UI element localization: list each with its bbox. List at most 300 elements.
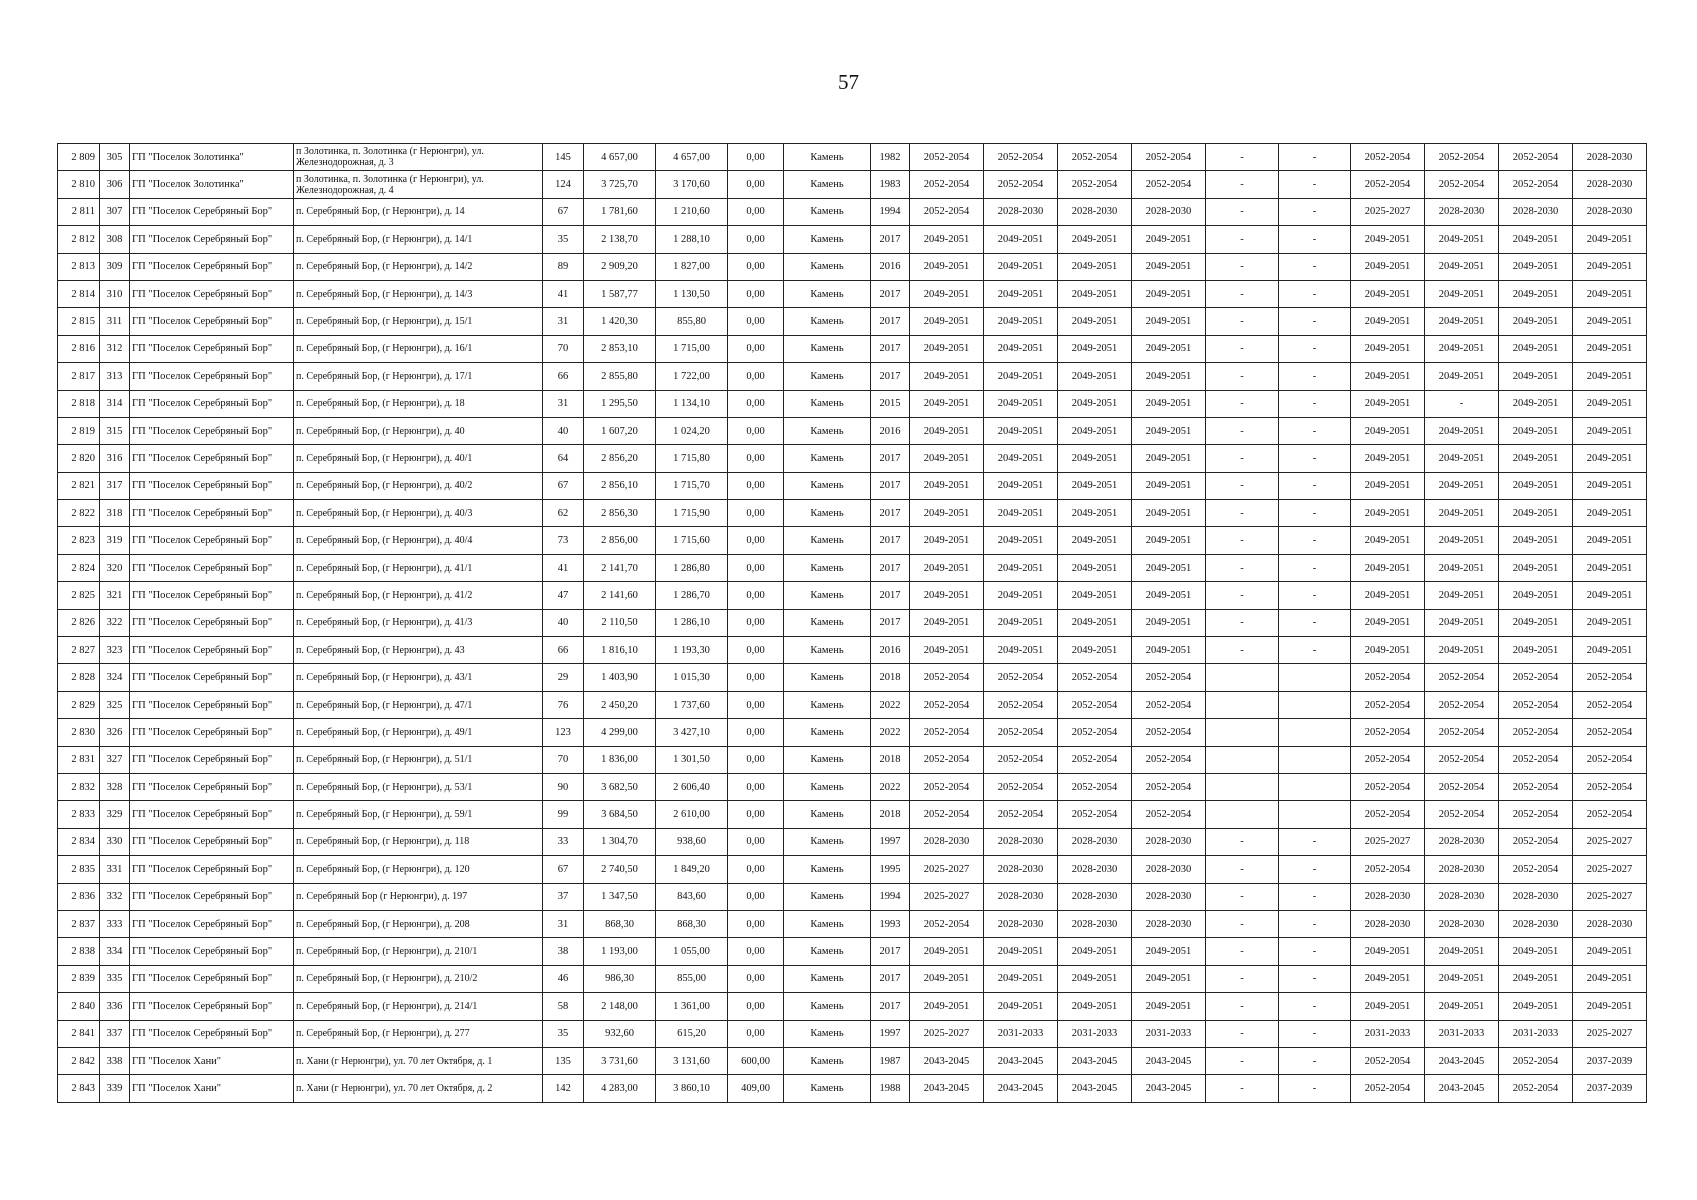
cell-period-4: 2049-2051 <box>1132 335 1206 362</box>
cell-period-5: - <box>1206 417 1279 444</box>
cell-build-year: 2017 <box>871 445 910 472</box>
cell-period-8: 2049-2051 <box>1425 938 1499 965</box>
cell-period-6: - <box>1279 280 1351 307</box>
cell-period-2: 2049-2051 <box>984 637 1058 664</box>
cell-period-3: 2049-2051 <box>1058 445 1132 472</box>
table-row <box>58 719 1647 746</box>
cell-wall-material: Камень <box>784 144 871 171</box>
cell-period-6 <box>1279 719 1351 746</box>
cell-period-5: - <box>1206 1020 1279 1047</box>
cell-organization: ГП "Поселок Серебряный Бор" <box>130 801 294 828</box>
cell-local-number: 324 <box>100 664 130 691</box>
cell-living-area: 1 737,60 <box>656 691 728 718</box>
cell-period-1: 2052-2054 <box>910 910 984 937</box>
cell-nonresidential-area: 0,00 <box>728 144 784 171</box>
cell-build-year: 1994 <box>871 198 910 225</box>
cell-organization: ГП "Поселок Серебряный Бор" <box>130 417 294 444</box>
cell-address: п. Серебряный Бор, (г Нерюнгри), д. 40/3 <box>294 500 543 527</box>
cell-period-3: 2052-2054 <box>1058 773 1132 800</box>
cell-wall-material: Камень <box>784 637 871 664</box>
cell-period-6: - <box>1279 910 1351 937</box>
table-row <box>58 554 1647 581</box>
cell-total-area: 868,30 <box>584 910 656 937</box>
cell-period-2: 2043-2045 <box>984 1047 1058 1074</box>
cell-period-9: 2049-2051 <box>1499 582 1573 609</box>
cell-local-number: 326 <box>100 719 130 746</box>
cell-local-number: 316 <box>100 445 130 472</box>
cell-period-4: 2028-2030 <box>1132 856 1206 883</box>
cell-nonresidential-area: 0,00 <box>728 746 784 773</box>
cell-nonresidential-area: 0,00 <box>728 828 784 855</box>
cell-period-3: 2049-2051 <box>1058 965 1132 992</box>
table-row <box>58 253 1647 280</box>
cell-wall-material: Камень <box>784 965 871 992</box>
housing-register-table <box>57 143 1647 1103</box>
cell-nonresidential-area: 0,00 <box>728 719 784 746</box>
table-row <box>58 965 1647 992</box>
cell-living-area: 1 715,60 <box>656 527 728 554</box>
cell-build-year: 2017 <box>871 500 910 527</box>
cell-period-8: 2028-2030 <box>1425 910 1499 937</box>
cell-row-number: 2 811 <box>58 198 100 225</box>
cell-nonresidential-area: 0,00 <box>728 637 784 664</box>
cell-total-area: 2 856,00 <box>584 527 656 554</box>
cell-period-10: 2025-2027 <box>1573 828 1647 855</box>
cell-local-number: 319 <box>100 527 130 554</box>
cell-period-10: 2028-2030 <box>1573 144 1647 171</box>
cell-apartments: 40 <box>543 417 584 444</box>
cell-address: п. Серебряный Бор, (г Нерюнгри), д. 214/1 <box>294 993 543 1020</box>
cell-period-10: 2052-2054 <box>1573 746 1647 773</box>
cell-period-6: - <box>1279 198 1351 225</box>
cell-living-area: 3 131,60 <box>656 1047 728 1074</box>
cell-period-1: 2052-2054 <box>910 171 984 198</box>
cell-address: п. Серебряный Бор, (г Нерюнгри), д. 59/1 <box>294 801 543 828</box>
cell-living-area: 1 286,80 <box>656 554 728 581</box>
cell-period-1: 2049-2051 <box>910 390 984 417</box>
cell-address: п. Серебряный Бор, (г Нерюнгри), д. 40 <box>294 417 543 444</box>
cell-total-area: 1 420,30 <box>584 308 656 335</box>
cell-address: п. Серебряный Бор, (г Нерюнгри), д. 14/3 <box>294 280 543 307</box>
cell-local-number: 312 <box>100 335 130 362</box>
cell-row-number: 2 838 <box>58 938 100 965</box>
cell-apartments: 67 <box>543 472 584 499</box>
cell-period-8: 2052-2054 <box>1425 171 1499 198</box>
cell-period-9: 2049-2051 <box>1499 965 1573 992</box>
cell-period-6: - <box>1279 965 1351 992</box>
cell-nonresidential-area: 0,00 <box>728 664 784 691</box>
cell-period-4: 2052-2054 <box>1132 746 1206 773</box>
cell-wall-material: Камень <box>784 308 871 335</box>
cell-period-4: 2052-2054 <box>1132 801 1206 828</box>
cell-period-4: 2052-2054 <box>1132 691 1206 718</box>
cell-period-1: 2049-2051 <box>910 417 984 444</box>
cell-local-number: 322 <box>100 609 130 636</box>
cell-address: п. Серебряный Бор, (г Нерюнгри), д. 41/2 <box>294 582 543 609</box>
cell-period-9: 2049-2051 <box>1499 308 1573 335</box>
cell-period-10: 2052-2054 <box>1573 664 1647 691</box>
cell-period-6: - <box>1279 1020 1351 1047</box>
cell-period-4: 2052-2054 <box>1132 719 1206 746</box>
table-row <box>58 856 1647 883</box>
cell-period-6: - <box>1279 417 1351 444</box>
cell-organization: ГП "Поселок Серебряный Бор" <box>130 938 294 965</box>
cell-period-10: 2052-2054 <box>1573 691 1647 718</box>
cell-row-number: 2 814 <box>58 280 100 307</box>
cell-period-2: 2049-2051 <box>984 527 1058 554</box>
cell-nonresidential-area: 0,00 <box>728 335 784 362</box>
cell-period-5: - <box>1206 335 1279 362</box>
cell-period-2: 2052-2054 <box>984 144 1058 171</box>
cell-period-8: 2049-2051 <box>1425 965 1499 992</box>
cell-wall-material: Камень <box>784 500 871 527</box>
cell-period-2: 2049-2051 <box>984 472 1058 499</box>
cell-nonresidential-area: 0,00 <box>728 993 784 1020</box>
cell-period-10: 2049-2051 <box>1573 363 1647 390</box>
cell-nonresidential-area: 0,00 <box>728 910 784 937</box>
cell-period-9: 2049-2051 <box>1499 527 1573 554</box>
cell-period-10: 2049-2051 <box>1573 527 1647 554</box>
cell-total-area: 1 836,00 <box>584 746 656 773</box>
cell-organization: ГП "Поселок Серебряный Бор" <box>130 719 294 746</box>
cell-period-3: 2043-2045 <box>1058 1047 1132 1074</box>
cell-period-8: 2028-2030 <box>1425 198 1499 225</box>
cell-apartments: 35 <box>543 1020 584 1047</box>
cell-organization: ГП "Поселок Серебряный Бор" <box>130 472 294 499</box>
cell-nonresidential-area: 0,00 <box>728 171 784 198</box>
cell-period-5: - <box>1206 993 1279 1020</box>
cell-period-10: 2049-2051 <box>1573 609 1647 636</box>
cell-period-5: - <box>1206 856 1279 883</box>
cell-local-number: 305 <box>100 144 130 171</box>
cell-period-3: 2049-2051 <box>1058 226 1132 253</box>
cell-row-number: 2 834 <box>58 828 100 855</box>
cell-period-5 <box>1206 664 1279 691</box>
cell-period-8: 2049-2051 <box>1425 253 1499 280</box>
cell-period-8: 2049-2051 <box>1425 226 1499 253</box>
cell-living-area: 1 827,00 <box>656 253 728 280</box>
cell-row-number: 2 824 <box>58 554 100 581</box>
cell-period-3: 2028-2030 <box>1058 828 1132 855</box>
cell-nonresidential-area: 0,00 <box>728 965 784 992</box>
cell-period-10: 2052-2054 <box>1573 801 1647 828</box>
cell-row-number: 2 822 <box>58 500 100 527</box>
cell-period-6: - <box>1279 856 1351 883</box>
cell-total-area: 1 403,90 <box>584 664 656 691</box>
cell-period-10: 2049-2051 <box>1573 637 1647 664</box>
table-row <box>58 308 1647 335</box>
cell-period-10: 2025-2027 <box>1573 856 1647 883</box>
cell-period-5 <box>1206 691 1279 718</box>
cell-total-area: 1 816,10 <box>584 637 656 664</box>
cell-living-area: 1 288,10 <box>656 226 728 253</box>
cell-total-area: 2 138,70 <box>584 226 656 253</box>
cell-period-1: 2052-2054 <box>910 773 984 800</box>
cell-nonresidential-area: 0,00 <box>728 1020 784 1047</box>
cell-address: п. Серебряный Бор, (г Нерюнгри), д. 40/1 <box>294 445 543 472</box>
cell-address: п. Хани (г Нерюнгри), ул. 70 лет Октября, д. 2 <box>294 1075 543 1102</box>
cell-period-8: 2049-2051 <box>1425 582 1499 609</box>
cell-organization: ГП "Поселок Серебряный Бор" <box>130 828 294 855</box>
cell-row-number: 2 816 <box>58 335 100 362</box>
cell-period-2: 2049-2051 <box>984 609 1058 636</box>
cell-period-2: 2049-2051 <box>984 500 1058 527</box>
cell-period-1: 2052-2054 <box>910 664 984 691</box>
cell-address: п. Серебряный Бор, (г Нерюнгри), д. 53/1 <box>294 773 543 800</box>
cell-build-year: 2017 <box>871 472 910 499</box>
cell-period-4: 2049-2051 <box>1132 417 1206 444</box>
cell-period-9: 2028-2030 <box>1499 910 1573 937</box>
cell-address: п. Серебряный Бор, (г Нерюнгри), д. 277 <box>294 1020 543 1047</box>
cell-period-6: - <box>1279 1047 1351 1074</box>
cell-wall-material: Камень <box>784 445 871 472</box>
cell-address: п. Серебряный Бор, (г Нерюнгри), д. 120 <box>294 856 543 883</box>
cell-total-area: 2 450,20 <box>584 691 656 718</box>
cell-build-year: 1997 <box>871 828 910 855</box>
cell-local-number: 306 <box>100 171 130 198</box>
cell-period-4: 2028-2030 <box>1132 883 1206 910</box>
cell-period-7: 2049-2051 <box>1351 938 1425 965</box>
cell-apartments: 123 <box>543 719 584 746</box>
cell-organization: ГП "Поселок Серебряный Бор" <box>130 335 294 362</box>
cell-period-6 <box>1279 691 1351 718</box>
table-row <box>58 664 1647 691</box>
cell-period-4: 2028-2030 <box>1132 198 1206 225</box>
cell-period-8: 2028-2030 <box>1425 856 1499 883</box>
cell-period-5: - <box>1206 637 1279 664</box>
cell-nonresidential-area: 0,00 <box>728 390 784 417</box>
cell-period-4: 2043-2045 <box>1132 1075 1206 1102</box>
cell-apartments: 33 <box>543 828 584 855</box>
cell-total-area: 4 299,00 <box>584 719 656 746</box>
cell-living-area: 1 024,20 <box>656 417 728 444</box>
cell-local-number: 309 <box>100 253 130 280</box>
cell-period-8: 2049-2051 <box>1425 472 1499 499</box>
cell-period-10: 2049-2051 <box>1573 280 1647 307</box>
cell-total-area: 3 731,60 <box>584 1047 656 1074</box>
cell-period-1: 2049-2051 <box>910 609 984 636</box>
cell-period-1: 2049-2051 <box>910 938 984 965</box>
cell-local-number: 329 <box>100 801 130 828</box>
cell-period-6: - <box>1279 637 1351 664</box>
cell-period-2: 2052-2054 <box>984 746 1058 773</box>
cell-period-1: 2052-2054 <box>910 746 984 773</box>
cell-living-area: 3 860,10 <box>656 1075 728 1102</box>
cell-period-2: 2043-2045 <box>984 1075 1058 1102</box>
cell-local-number: 317 <box>100 472 130 499</box>
cell-nonresidential-area: 409,00 <box>728 1075 784 1102</box>
cell-period-1: 2043-2045 <box>910 1047 984 1074</box>
cell-nonresidential-area: 0,00 <box>728 883 784 910</box>
cell-period-6: - <box>1279 828 1351 855</box>
cell-address: п. Серебряный Бор, (г Нерюнгри), д. 49/1 <box>294 719 543 746</box>
cell-period-2: 2049-2051 <box>984 938 1058 965</box>
cell-nonresidential-area: 0,00 <box>728 609 784 636</box>
cell-living-area: 1 134,10 <box>656 390 728 417</box>
cell-apartments: 145 <box>543 144 584 171</box>
cell-period-9: 2049-2051 <box>1499 226 1573 253</box>
cell-period-7: 2028-2030 <box>1351 910 1425 937</box>
cell-wall-material: Камень <box>784 417 871 444</box>
cell-address: п. Серебряный Бор, (г Нерюнгри), д. 40/4 <box>294 527 543 554</box>
cell-period-3: 2049-2051 <box>1058 308 1132 335</box>
cell-apartments: 47 <box>543 582 584 609</box>
cell-period-7: 2052-2054 <box>1351 691 1425 718</box>
cell-period-9: 2052-2054 <box>1499 1047 1573 1074</box>
cell-period-10: 2037-2039 <box>1573 1047 1647 1074</box>
cell-period-1: 2049-2051 <box>910 363 984 390</box>
cell-period-1: 2049-2051 <box>910 226 984 253</box>
cell-living-area: 1 361,00 <box>656 993 728 1020</box>
cell-total-area: 3 682,50 <box>584 773 656 800</box>
cell-row-number: 2 842 <box>58 1047 100 1074</box>
cell-period-5: - <box>1206 308 1279 335</box>
cell-wall-material: Камень <box>784 773 871 800</box>
cell-address: п. Серебряный Бор, (г Нерюнгри), д. 43 <box>294 637 543 664</box>
cell-apartments: 38 <box>543 938 584 965</box>
cell-living-area: 1 715,70 <box>656 472 728 499</box>
cell-living-area: 2 610,00 <box>656 801 728 828</box>
cell-period-7: 2049-2051 <box>1351 417 1425 444</box>
cell-period-5: - <box>1206 1047 1279 1074</box>
table-row <box>58 363 1647 390</box>
cell-period-8: 2028-2030 <box>1425 883 1499 910</box>
cell-period-10: 2049-2051 <box>1573 965 1647 992</box>
table-row <box>58 883 1647 910</box>
cell-build-year: 2017 <box>871 280 910 307</box>
table-row <box>58 144 1647 171</box>
cell-period-4: 2049-2051 <box>1132 637 1206 664</box>
cell-period-5: - <box>1206 828 1279 855</box>
cell-period-8: 2043-2045 <box>1425 1075 1499 1102</box>
cell-row-number: 2 835 <box>58 856 100 883</box>
cell-row-number: 2 830 <box>58 719 100 746</box>
cell-apartments: 76 <box>543 691 584 718</box>
cell-organization: ГП "Поселок Серебряный Бор" <box>130 226 294 253</box>
cell-row-number: 2 819 <box>58 417 100 444</box>
cell-period-5: - <box>1206 198 1279 225</box>
cell-organization: ГП "Поселок Серебряный Бор" <box>130 856 294 883</box>
cell-build-year: 2016 <box>871 253 910 280</box>
cell-period-5: - <box>1206 1075 1279 1102</box>
cell-nonresidential-area: 0,00 <box>728 773 784 800</box>
cell-period-1: 2049-2051 <box>910 500 984 527</box>
cell-period-8: 2052-2054 <box>1425 801 1499 828</box>
cell-living-area: 1 130,50 <box>656 280 728 307</box>
cell-build-year: 1988 <box>871 1075 910 1102</box>
cell-period-2: 2028-2030 <box>984 828 1058 855</box>
table-row <box>58 582 1647 609</box>
cell-period-7: 2052-2054 <box>1351 773 1425 800</box>
cell-period-10: 2049-2051 <box>1573 938 1647 965</box>
cell-wall-material: Камень <box>784 472 871 499</box>
cell-local-number: 335 <box>100 965 130 992</box>
cell-organization: ГП "Поселок Серебряный Бор" <box>130 308 294 335</box>
cell-period-4: 2028-2030 <box>1132 910 1206 937</box>
cell-living-area: 1 193,30 <box>656 637 728 664</box>
table-row <box>58 527 1647 554</box>
cell-apartments: 142 <box>543 1075 584 1102</box>
cell-period-5: - <box>1206 965 1279 992</box>
cell-row-number: 2 828 <box>58 664 100 691</box>
cell-organization: ГП "Поселок Серебряный Бор" <box>130 445 294 472</box>
cell-apartments: 73 <box>543 527 584 554</box>
cell-organization: ГП "Поселок Серебряный Бор" <box>130 664 294 691</box>
cell-nonresidential-area: 0,00 <box>728 226 784 253</box>
cell-period-4: 2028-2030 <box>1132 828 1206 855</box>
cell-period-2: 2052-2054 <box>984 719 1058 746</box>
cell-period-1: 2049-2051 <box>910 472 984 499</box>
cell-local-number: 323 <box>100 637 130 664</box>
cell-nonresidential-area: 0,00 <box>728 363 784 390</box>
cell-total-area: 1 587,77 <box>584 280 656 307</box>
cell-period-3: 2049-2051 <box>1058 582 1132 609</box>
cell-period-6: - <box>1279 938 1351 965</box>
cell-period-7: 2052-2054 <box>1351 664 1425 691</box>
cell-living-area: 1 210,60 <box>656 198 728 225</box>
cell-address: п. Серебряный Бор, (г Нерюнгри), д. 16/1 <box>294 335 543 362</box>
cell-apartments: 29 <box>543 664 584 691</box>
cell-period-3: 2049-2051 <box>1058 938 1132 965</box>
cell-apartments: 37 <box>543 883 584 910</box>
cell-period-7: 2049-2051 <box>1351 527 1425 554</box>
cell-period-8: 2049-2051 <box>1425 417 1499 444</box>
cell-total-area: 2 853,10 <box>584 335 656 362</box>
cell-organization: ГП "Поселок Серебряный Бор" <box>130 554 294 581</box>
cell-organization: ГП "Поселок Серебряный Бор" <box>130 609 294 636</box>
cell-period-5: - <box>1206 363 1279 390</box>
cell-period-8: 2049-2051 <box>1425 335 1499 362</box>
cell-period-3: 2049-2051 <box>1058 527 1132 554</box>
cell-period-8: 2052-2054 <box>1425 144 1499 171</box>
cell-organization: ГП "Поселок Серебряный Бор" <box>130 1020 294 1047</box>
cell-wall-material: Камень <box>784 1075 871 1102</box>
cell-period-9: 2028-2030 <box>1499 883 1573 910</box>
cell-period-3: 2052-2054 <box>1058 746 1132 773</box>
table-row <box>58 1047 1647 1074</box>
cell-living-area: 1 715,80 <box>656 445 728 472</box>
cell-period-2: 2028-2030 <box>984 856 1058 883</box>
cell-period-2: 2049-2051 <box>984 335 1058 362</box>
cell-period-3: 2028-2030 <box>1058 856 1132 883</box>
cell-period-3: 2049-2051 <box>1058 993 1132 1020</box>
cell-period-3: 2028-2030 <box>1058 198 1132 225</box>
cell-period-5: - <box>1206 500 1279 527</box>
cell-period-9: 2049-2051 <box>1499 472 1573 499</box>
cell-period-8: 2049-2051 <box>1425 554 1499 581</box>
cell-period-1: 2049-2051 <box>910 527 984 554</box>
cell-wall-material: Камень <box>784 910 871 937</box>
cell-period-8: 2052-2054 <box>1425 664 1499 691</box>
cell-organization: ГП "Поселок Золотинка" <box>130 171 294 198</box>
cell-period-10: 2052-2054 <box>1573 719 1647 746</box>
cell-period-8: 2049-2051 <box>1425 445 1499 472</box>
table-row <box>58 691 1647 718</box>
cell-wall-material: Камень <box>784 1047 871 1074</box>
cell-apartments: 67 <box>543 856 584 883</box>
cell-period-1: 2049-2051 <box>910 445 984 472</box>
cell-period-2: 2049-2051 <box>984 253 1058 280</box>
cell-build-year: 2017 <box>871 363 910 390</box>
cell-wall-material: Камень <box>784 828 871 855</box>
cell-period-1: 2025-2027 <box>910 883 984 910</box>
cell-apartments: 58 <box>543 993 584 1020</box>
cell-period-10: 2028-2030 <box>1573 910 1647 937</box>
cell-apartments: 90 <box>543 773 584 800</box>
cell-period-3: 2028-2030 <box>1058 883 1132 910</box>
cell-period-6: - <box>1279 527 1351 554</box>
cell-period-7: 2049-2051 <box>1351 308 1425 335</box>
